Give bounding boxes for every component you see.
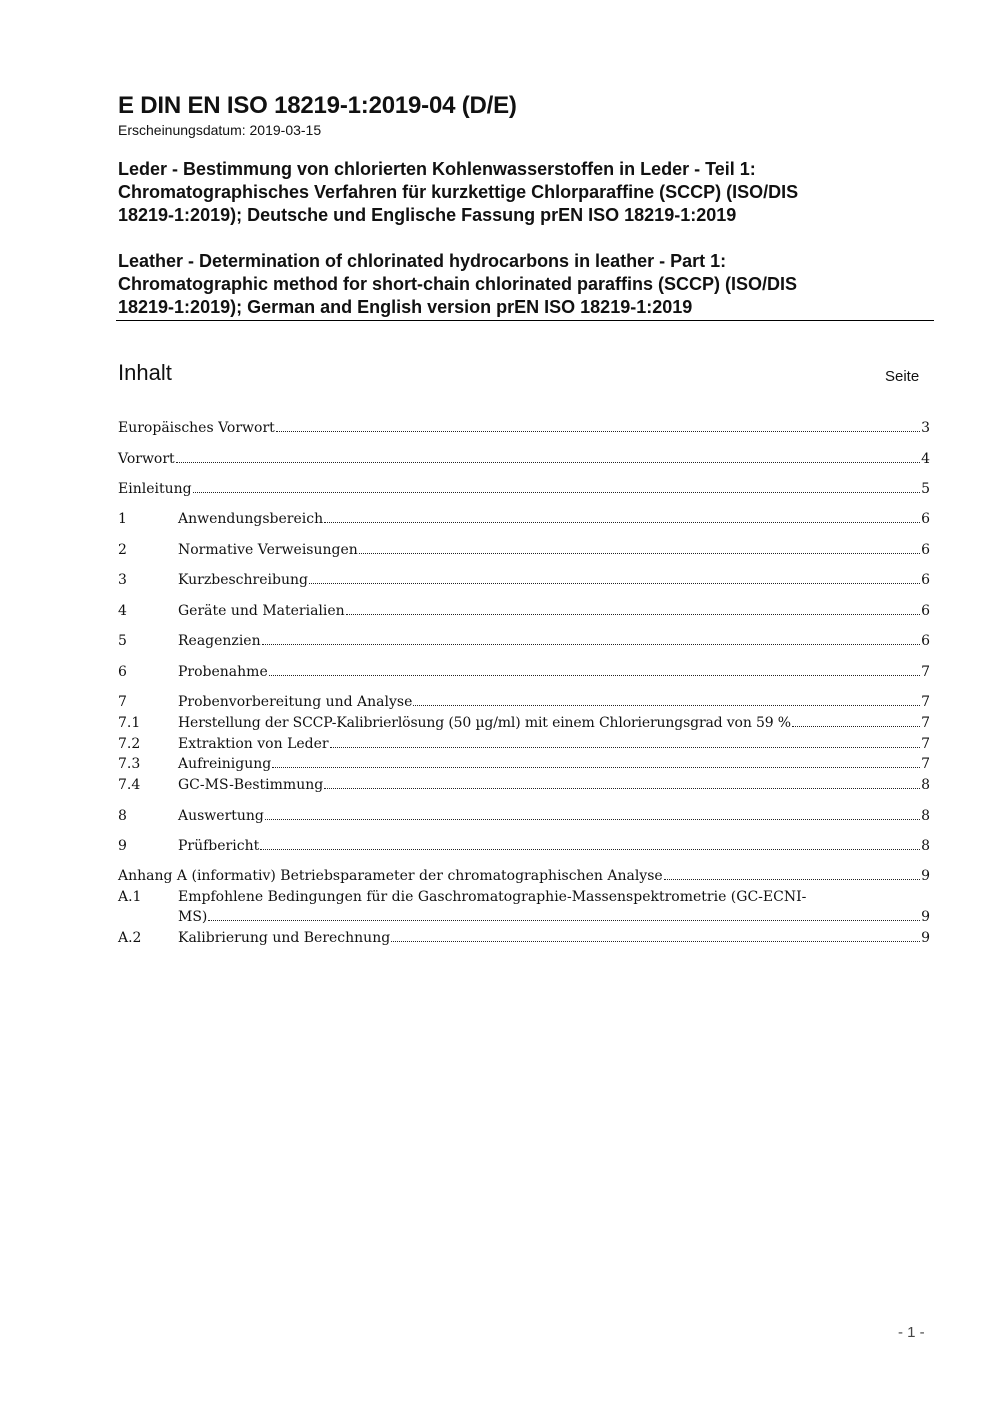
toc-leader-dots [359, 553, 920, 554]
toc-entry-title: Europäisches Vorwort [118, 420, 275, 436]
toc-entry-7-3[interactable] [118, 752, 930, 772]
toc-entry-number: A.1 [118, 889, 142, 905]
toc-entry-page: 7 [921, 694, 930, 710]
toc-entry-title: Kalibrierung und Berechnung [178, 930, 391, 946]
toc-entry-title: Normative Verweisungen [178, 542, 358, 558]
toc-entry-page: 6 [921, 542, 930, 558]
toc-entry-page: 7 [921, 715, 930, 731]
toc-entry-page: 9 [921, 868, 930, 884]
toc-entry-page: 8 [921, 777, 930, 793]
toc-entry-3[interactable] [118, 568, 930, 588]
publication-date: Erscheinungsdatum: 2019-03-15 [118, 122, 322, 138]
toc-entry-number: 9 [118, 838, 127, 854]
toc-entry-title: Anhang A (informativ) Betriebsparameter der chromatographischen Analyse [118, 868, 663, 884]
toc-leader-dots [260, 849, 920, 850]
title-german-line: Leder - Bestimmung von chlorierten Kohlenwasserstoffen in Leder - Teil 1: [118, 159, 756, 179]
toc-leader-dots [391, 941, 920, 942]
toc-entry-5[interactable] [118, 629, 930, 649]
toc-entry-number: A.2 [118, 930, 142, 946]
toc-entry-6[interactable] [118, 660, 930, 680]
toc-entry-title: Vorwort [118, 451, 175, 467]
toc-entry-8[interactable] [118, 804, 930, 824]
toc-entry-title: Herstellung der SCCP-Kalibrierlösung (50 µg/ml) mit einem Chlorierungsgrad von 59 % [178, 715, 791, 731]
toc-leader-dots [324, 522, 920, 523]
toc-leader-dots [413, 705, 920, 706]
toc-entry-page: 9 [921, 930, 930, 946]
toc-entry-page: 5 [921, 481, 930, 497]
toc-entry-einleitung[interactable] [118, 477, 930, 497]
toc-entry-title: Auswertung [178, 808, 264, 824]
toc-leader-dots [193, 492, 921, 493]
page-number: - 1 - [898, 1324, 925, 1341]
toc-entry-page: 6 [921, 633, 930, 649]
title-english [118, 250, 908, 319]
title-german-line: Chromatographisches Verfahren für kurzkettige Chlorparaffine (SCCP) (ISO/DIS [118, 182, 799, 202]
toc-leader-dots [272, 767, 920, 768]
toc-entry-7-4[interactable] [118, 773, 930, 793]
toc-entry-a-1-line2[interactable] [118, 905, 930, 925]
title-english-line: 18219-1:2019); German and English version prEN ISO 18219-1:2019 [118, 297, 693, 317]
toc-entry-title: Anwendungsbereich [178, 511, 324, 527]
toc-entry-number: 7.2 [118, 736, 141, 752]
toc-entry-page: 6 [921, 603, 930, 619]
toc-entry-annex-a[interactable] [118, 864, 930, 884]
toc-leader-dots [664, 879, 920, 880]
toc-entry-number: 6 [118, 664, 127, 680]
toc-entry-7-2[interactable] [118, 732, 930, 752]
toc-entry-page: 9 [921, 909, 930, 925]
toc-leader-dots [330, 747, 920, 748]
toc-leader-dots [324, 788, 920, 789]
toc-leader-dots [276, 431, 920, 432]
toc-entry-vorwort[interactable] [118, 447, 930, 467]
toc-entry-title: GC-MS-Bestimmung [178, 777, 324, 793]
toc-entry-2[interactable] [118, 538, 930, 558]
toc-leader-dots [262, 644, 920, 645]
toc-leader-dots [208, 920, 920, 921]
toc-entry-number: 3 [118, 572, 127, 588]
toc-page-column-label: Seite [885, 368, 920, 385]
toc-entry-page: 7 [921, 756, 930, 772]
toc-entry-europaeisches-vorwort[interactable] [118, 416, 930, 436]
toc-entry-1[interactable] [118, 507, 930, 527]
toc-heading: Inhalt [118, 360, 172, 385]
toc-entry-7[interactable] [118, 690, 930, 710]
toc-entry-9[interactable] [118, 834, 930, 854]
toc-entry-number: 5 [118, 633, 127, 649]
toc-leader-dots [309, 583, 920, 584]
toc-entry-page: 7 [921, 664, 930, 680]
toc-entry-number: 7.4 [118, 777, 141, 793]
toc-entry-title: Reagenzien [178, 633, 261, 649]
toc-entry-page: 6 [921, 511, 930, 527]
toc-entry-title: Probenvorbereitung und Analyse [178, 694, 413, 710]
toc-entry-page: 7 [921, 736, 930, 752]
toc-entry-a-2[interactable] [118, 926, 930, 946]
toc-entry-title: Empfohlene Bedingungen für die Gaschromatographie-Massenspektrometrie (GC-ECNI- [178, 889, 807, 905]
toc-entry-number: 1 [118, 511, 127, 527]
title-english-line: Chromatographic method for short-chain chlorinated paraffins (SCCP) (ISO/DIS [118, 274, 798, 294]
title-german-line: 18219-1:2019); Deutsche und Englische Fassung prEN ISO 18219-1:2019 [118, 205, 737, 225]
title-english-line: Leather - Determination of chlorinated hydrocarbons in leather - Part 1: [118, 251, 727, 271]
title-german [118, 158, 908, 227]
toc-leader-dots [176, 462, 920, 463]
toc-entry-a-1-line1[interactable] [118, 885, 930, 905]
toc-entry-page: 4 [921, 451, 930, 467]
toc-entry-page: 8 [921, 838, 930, 854]
toc-entry-title: Geräte und Materialien [178, 603, 345, 619]
toc-entry-page: 3 [921, 420, 930, 436]
toc-entry-number: 7.3 [118, 756, 141, 772]
toc-entry-7-1[interactable] [118, 711, 930, 731]
toc-leader-dots [792, 726, 920, 727]
toc-entry-number: 2 [118, 542, 127, 558]
toc-entry-number: 7 [118, 694, 127, 710]
toc-entry-title: Prüfbericht [178, 838, 260, 854]
toc-entry-title: MS) [178, 909, 208, 925]
toc-entry-title: Kurzbeschreibung [178, 572, 308, 588]
toc-entry-page: 8 [921, 808, 930, 824]
toc-entry-title: Einleitung [118, 481, 192, 497]
toc-entry-number: 8 [118, 808, 127, 824]
toc-leader-dots [269, 675, 920, 676]
toc-entry-title: Extraktion von Leder [178, 736, 329, 752]
toc-entry-title: Probenahme [178, 664, 268, 680]
title-divider [116, 320, 934, 321]
standard-id: E DIN EN ISO 18219-1:2019-04 (D/E) [118, 92, 517, 119]
toc-leader-dots [346, 614, 920, 615]
toc-entry-title: Aufreinigung [178, 756, 272, 772]
toc-leader-dots [265, 819, 920, 820]
toc-entry-page: 6 [921, 572, 930, 588]
toc-entry-number: 7.1 [118, 715, 141, 731]
toc-entry-number: 4 [118, 603, 127, 619]
toc-entry-4[interactable] [118, 599, 930, 619]
